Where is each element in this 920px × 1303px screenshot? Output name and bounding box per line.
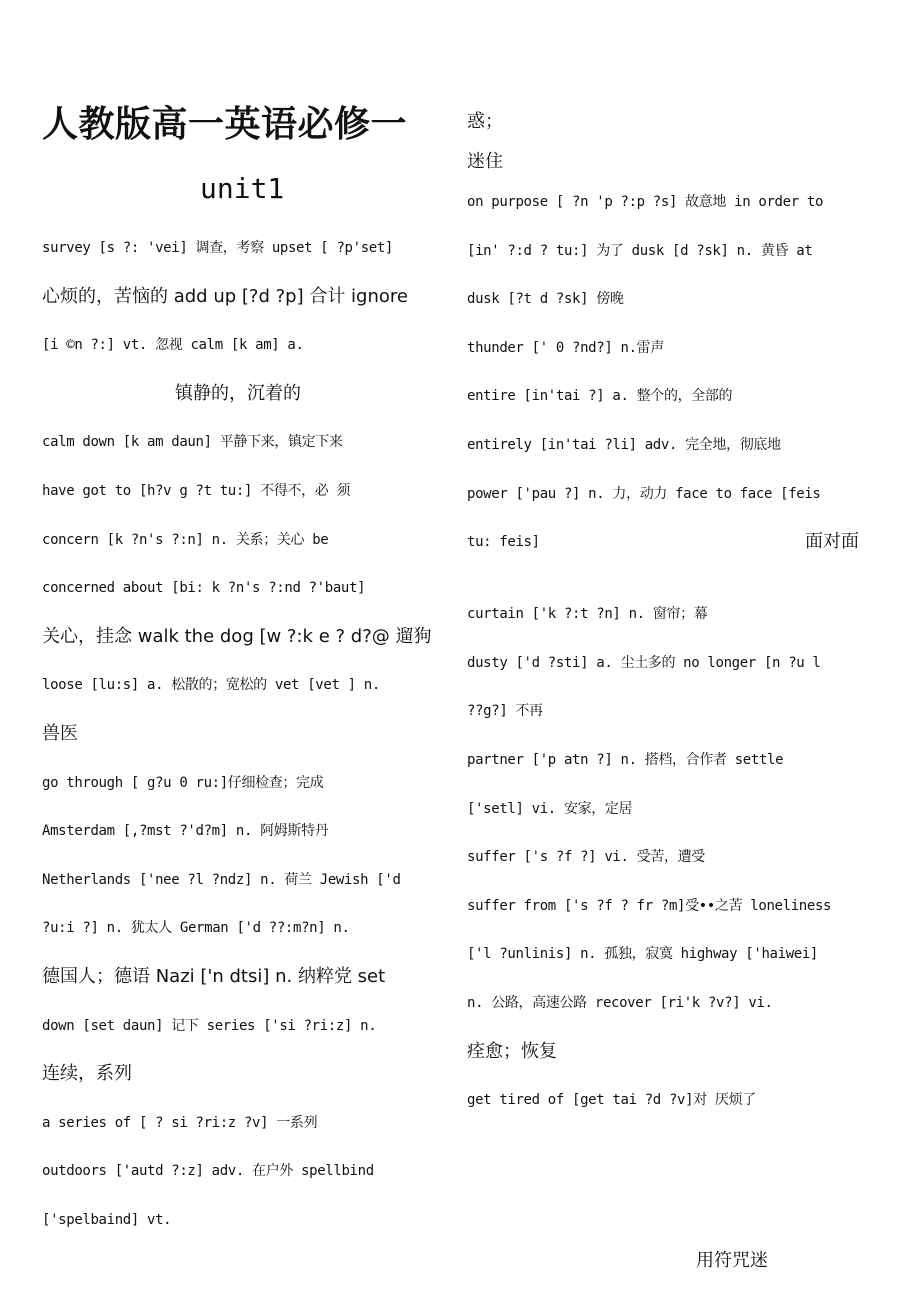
vocab-line: go through [ g?u 0 ru:]仔细检查；完成	[42, 774, 324, 791]
vocab-line: 面对面	[805, 531, 859, 553]
vocab-line: get tired of [get tai ?d ?v]对 厌烦了	[467, 1092, 756, 1109]
vocab-line: [in' ?:d ? tu:] 为了 dusk [d ?sk] n. 黄昏 at	[467, 242, 813, 259]
vocab-line: 兽医	[42, 722, 78, 744]
vocab-line: 德国人；德语 Nazi ['n dtsi] n. 纳粹党 set	[42, 965, 386, 987]
page-footer: 用符咒迷	[696, 1250, 768, 1271]
vocab-line: tu: feis]	[467, 534, 540, 551]
vocab-line: Amsterdam [,?mst ?'d?m] n. 阿姆斯特丹	[42, 823, 329, 840]
vocab-line: down [set daun] 记下 series ['si ?ri:z] n.	[42, 1017, 377, 1034]
vocab-line: power ['pau ?] n. 力，动力 face to face [feis	[467, 485, 821, 502]
vocab-line: 迷住	[467, 151, 503, 172]
vocab-line: ??g?] 不再	[467, 703, 543, 720]
vocab-line: 关心，挂念 walk the dog [w ?:k e ? d?@ 遛狗	[42, 625, 432, 647]
vocab-line: thunder [' 0 ?nd?] n.雷声	[467, 339, 664, 356]
vocab-line: 镇静的，沉着的	[175, 382, 301, 404]
vocab-line: calm down [k am daun] 平静下来，镇定下来	[42, 434, 343, 451]
vocab-line: Netherlands ['nee ?l ?ndz] n. 荷兰 Jewish ['d	[42, 871, 401, 888]
vocab-line: dusk [?t d ?sk] 傍晚	[467, 291, 624, 308]
document-title: 人教版高一英语必修一	[42, 104, 408, 145]
vocab-line: 痊愈；恢复	[467, 1040, 557, 1062]
vocab-line: entirely [in'tai ?li] adv. 完全地，彻底地	[467, 436, 781, 453]
vocab-line: ['spelbaind] vt.	[42, 1211, 172, 1228]
vocab-line: have got to [h?v g ?t tu:] 不得不，必 须	[42, 482, 351, 499]
vocab-line: concern [k ?n's ?:n] n. 关系；关心 be	[42, 531, 329, 548]
left-column	[42, 224, 434, 1244]
unit-heading: unit1	[200, 172, 285, 205]
vocab-line: suffer ['s ?f ?] vi. 受苦，遭受	[467, 849, 705, 866]
vocab-line: ?u:i ?] n. 犹太人 German ['d ??:m?n] n.	[42, 920, 350, 937]
vocab-line: [i ©n ?:] vt. 忽视 calm [k am] a.	[42, 337, 304, 354]
vocab-line: loose [lu:s] a. 松散的；宽松的 vet [vet ] n.	[42, 677, 380, 694]
vocab-line: a series of [ ? si ?ri:z ?v] 一系列	[42, 1114, 318, 1131]
vocab-line: dusty ['d ?sti] a. 尘土多的 no longer [n ?u l	[467, 654, 821, 671]
vocab-line: concerned about [bi: k ?n's ?:nd ?'baut]	[42, 580, 366, 597]
vocab-line: 心烦的，苦恼的 add up [?d ?p] 合计 ignore	[42, 285, 408, 307]
vocab-line: outdoors ['autd ?:z] adv. 在户外 spellbind	[42, 1163, 374, 1180]
vocab-line: suffer from ['s ?f ? fr ?m]受••之苦 loneliness	[467, 897, 832, 914]
vocab-line: 惑；	[467, 111, 503, 132]
vocab-line: 连续，系列	[42, 1063, 132, 1085]
vocab-line: ['l ?unlinis] n. 孤独，寂寞 highway ['haiwei]	[467, 946, 819, 963]
vocab-line: curtain ['k ?:t ?n] n. 窗帘；幕	[467, 606, 708, 623]
vocab-line: n. 公路，高速公路 recover [ri'k ?v?] vi.	[467, 994, 773, 1011]
vocab-line: partner ['p atn ?] n. 搭档，合作者 settle	[467, 751, 784, 768]
vocab-line: survey [s ?: 'vei] 调查，考察 upset [ ?p'set]	[42, 240, 394, 256]
right-column	[467, 98, 859, 1125]
vocab-line: on purpose [ ?n 'p ?:p ?s] 故意地 in order to	[467, 194, 824, 210]
vocab-line: entire [in'tai ?] a. 整个的，全部的	[467, 388, 733, 405]
vocab-line: ['setl] vi. 安家，定居	[467, 800, 633, 817]
